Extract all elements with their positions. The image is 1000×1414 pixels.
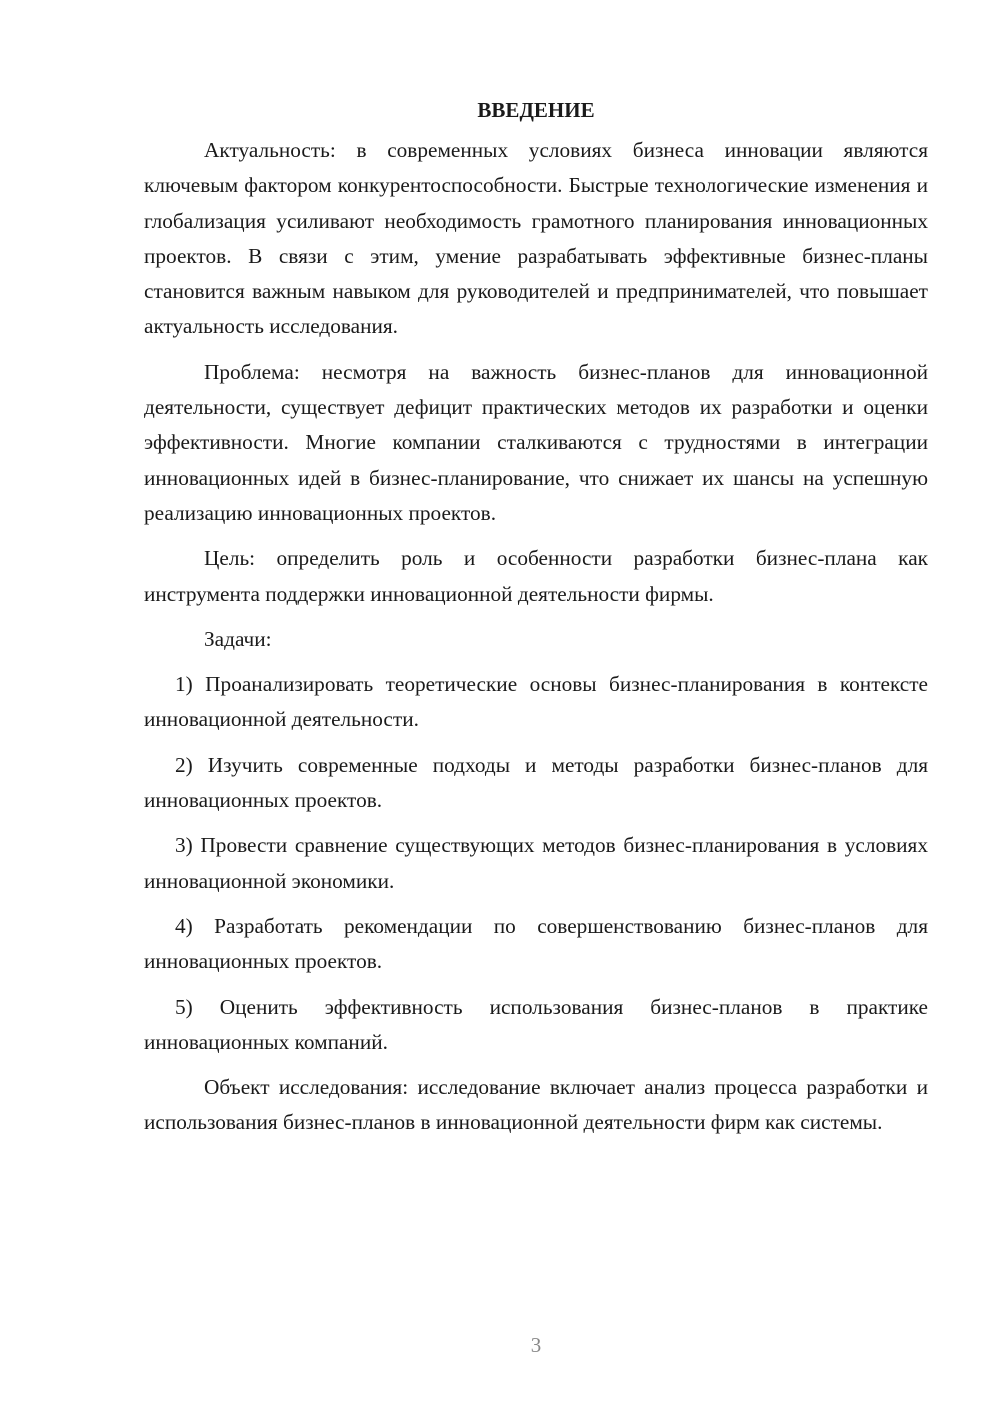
document-body [144,94,928,1141]
page-number: 3 [530,1333,542,1357]
relevance-paragraph: Актуальность: в современных условиях бизнеса инновации являются ключевым фактором конкурентоспособности. Быстрые технологические изменения и глобализация усиливают необходимость грамотного планирования инновационных проектов. В связи с этим, умение разрабатывать эффективные бизнес-планы становится важным навыком для руководителей и предпринимателей, что повышает актуальность исследования. [144,138,928,339]
task-item-3: 3) Провести сравнение существующих методов бизнес-планирования в условиях инновационной экономики. [144,833,928,893]
object-paragraph: Объект исследования: исследование включает анализ процесса разработки и использования бизнес-планов в инновационной деятельности фирм как системы. [144,1075,928,1135]
task-item-4: 4) Разработать рекомендации по совершенствованию бизнес-планов для инновационных проектов. [144,913,928,974]
tasks-label: Задачи: [204,626,272,651]
task-item-1: 1) Проанализировать теоретические основы бизнес-планирования в контексте инновационной деятельности. [144,672,928,732]
goal-paragraph: Цель: определить роль и особенности разработки бизнес-плана как инструмента поддержки инновационной деятельности фирмы. [144,546,928,606]
section-heading: ВВЕДЕНИЕ [477,98,595,122]
task-item-2: 2) Изучить современные подходы и методы разработки бизнес-планов для инновационных проектов. [144,752,928,813]
task-item-5: 5) Оценить эффективность использования бизнес-планов в практике инновационных компаний. [144,994,928,1054]
problem-paragraph: Проблема: несмотря на важность бизнес-планов для инновационной деятельности, существует дефицит практических методов их разработки и оценки эффективности. Многие компании сталкиваются с трудностями в интеграции инновационных идей в бизнес-планирование, что снижает их шансы на успешную реализацию инновационных проектов. [144,359,928,525]
